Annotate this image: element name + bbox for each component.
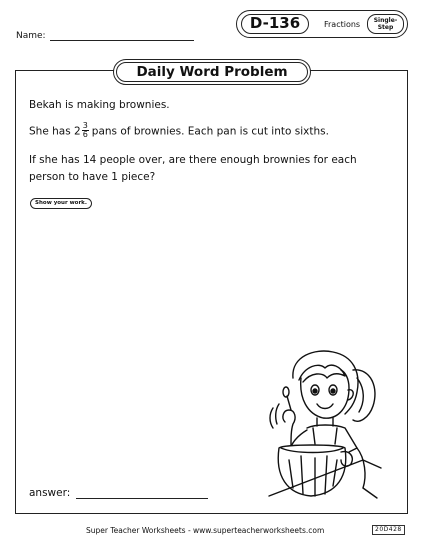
problem-line-2	[29, 123, 329, 140]
name-label: Name:	[16, 31, 46, 41]
title-banner	[113, 59, 311, 85]
mixed-number-fraction	[82, 122, 89, 139]
name-input-line[interactable]	[50, 31, 194, 41]
name-field-row	[16, 31, 194, 41]
worksheet-topic: Fractions	[324, 20, 361, 29]
worksheet-title: Daily Word Problem	[116, 62, 308, 82]
girl-mixing-bowl-icon	[245, 348, 395, 508]
worksheet-type-line2: Step	[377, 24, 394, 31]
answer-row	[29, 487, 208, 499]
worksheet-code: D-136	[241, 14, 309, 34]
problem-line-3b: person to have 1 piece?	[29, 171, 156, 183]
footer-text: Super Teacher Worksheets - www.superteacherworksheets.com	[86, 526, 325, 535]
problem-line-1: Bekah is making brownies.	[29, 99, 170, 111]
problem-line-2-start: She has 2	[29, 125, 81, 138]
footer-code: 20D428	[372, 525, 405, 535]
show-work-label: Show your work.	[30, 198, 92, 209]
problem-line-2-end: pans of brownies. Each pan is cut into sixths.	[91, 125, 329, 138]
worksheet-badge	[236, 10, 408, 38]
fraction-numerator: 3	[82, 121, 88, 130]
answer-label: answer:	[29, 487, 71, 499]
worksheet-type-line1: Single-	[373, 17, 398, 24]
fraction-denominator: 6	[82, 130, 88, 139]
worksheet-type	[367, 14, 404, 34]
answer-input-line[interactable]	[76, 488, 208, 499]
problem-line-3a: If she has 14 people over, are there enough brownies for each	[29, 154, 357, 166]
